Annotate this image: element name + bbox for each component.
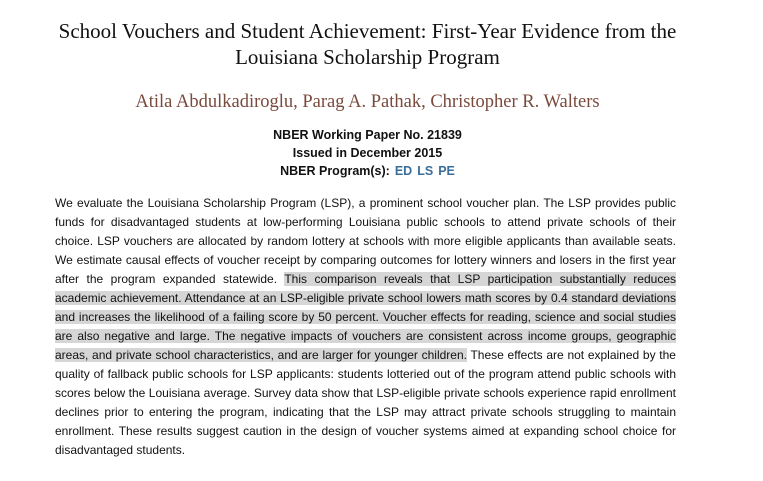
abstract-highlighted-selection: This comparison reveals that LSP participation substantially reduces academic achievement. Attendance at an LSP-eligible private school lowers math scores by 0.4 standard deviations and increases the likelihood of a failing score by 50 percent. Voucher effects for reading, science and social studies are also negative and large. The negative impacts of vouchers are consistent across income groups, geographic areas, and private school characteristics, and are larger for younger children. — [55, 272, 676, 362]
paper-title — [0, 18, 735, 70]
paper-metadata — [0, 126, 735, 180]
programs-row — [0, 162, 735, 180]
working-paper-number: NBER Working Paper No. 21839 — [273, 128, 462, 142]
program-link-pe[interactable]: PE — [438, 164, 455, 178]
program-link-ed[interactable]: ED — [394, 164, 413, 178]
program-link-ls[interactable]: LS — [417, 164, 434, 178]
program-links — [390, 162, 455, 180]
issue-date: Issued in December 2015 — [292, 146, 443, 160]
paper-authors: Atila Abdulkadiroglu, Parag A. Pathak, Christopher R. Walters — [135, 92, 600, 112]
paper-title-line-2: Louisiana Scholarship Program — [235, 45, 500, 69]
programs-label: NBER Program(s): — [280, 164, 390, 178]
paper-title-line-1: School Vouchers and Student Achievement: First-Year Evidence from the — [58, 19, 677, 43]
abstract-text — [55, 194, 676, 460]
abstract-part-2: These effects are not explained by the quality of fallback public schools for LSP applicants: students lotteried out of the program attend public schools with scores below the Louisiana average. Survey data show that LSP-eligible private schools experience rapid enrollment declines prior to entering the program, indicating that the LSP may attract private schools struggling to maintain enrollment. These results suggest caution in the design of voucher systems aimed at expanding school choice for disadvantaged students. — [55, 348, 676, 457]
abstract-part-1: We evaluate the Louisiana Scholarship Program (LSP), a prominent school voucher plan. The LSP provides public funds for disadvantaged students at low-performing Louisiana public schools to attend private schools of their choice. LSP vouchers are allocated by random lottery at schools with more eligible applicants than available seats. We estimate causal effects of voucher receipt by comparing outcomes for lottery winners and losers in the first year after the program expanded statewide. — [55, 196, 676, 286]
